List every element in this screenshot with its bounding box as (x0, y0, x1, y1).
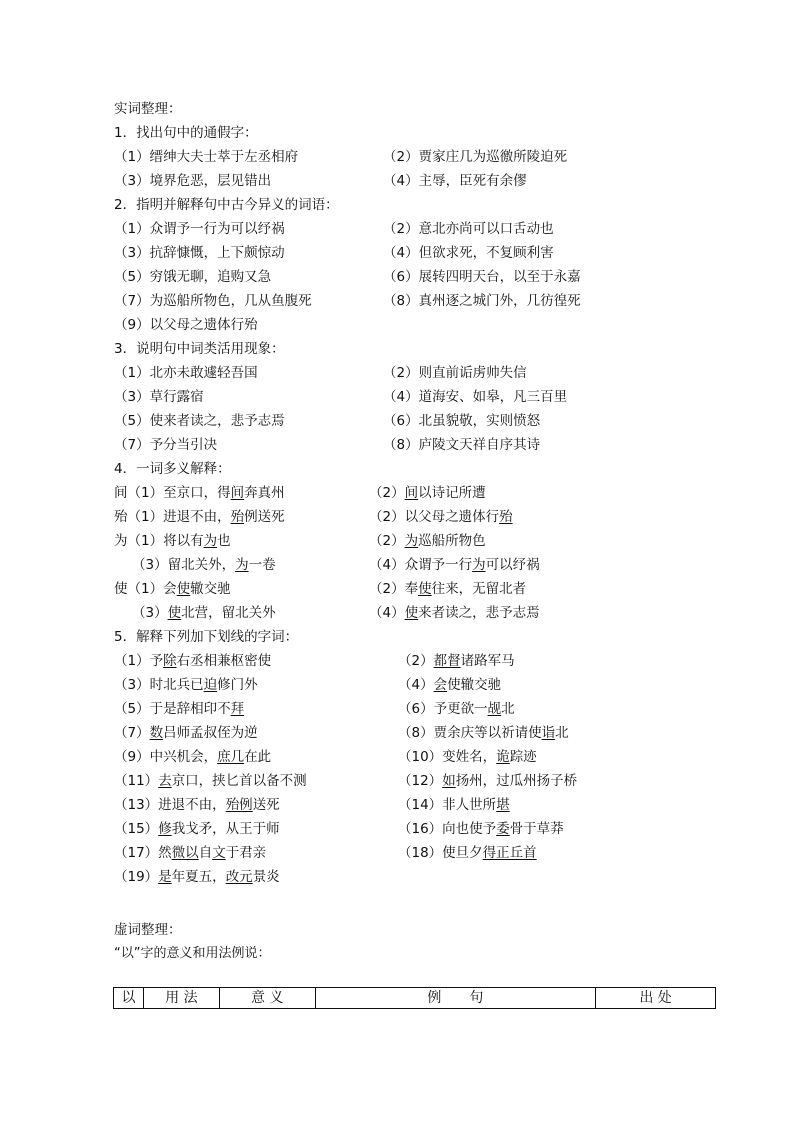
table-header-example: 例 句 (315, 988, 596, 1009)
q3-item-4: （4）道海安、如皋，凡三百里 (383, 389, 568, 405)
q2-title: 2．指明并解释句中古今异义的词语： (114, 197, 339, 213)
q4-row-shi2-right: （4）使来者读之，悲予志焉 (369, 605, 540, 621)
q1-item-3: （3）境界危恶，层见错出 (114, 173, 272, 189)
q5-item-3: （3）时北兵已迫修门外 (114, 677, 258, 693)
section-title-content-words: 实词整理： (114, 101, 182, 117)
q5-item-15: （15）修我戈矛，从王于师 (114, 821, 280, 837)
q4-row-wei-right: （2）为巡船所物色 (369, 533, 486, 549)
q3-item-3: （3）草行露宿 (114, 389, 204, 405)
yi-usage-table (113, 987, 716, 1009)
q1-item-2: （2）贾家庄几为巡徼所陵迫死 (383, 149, 568, 165)
q4-row-shi-left: 使（1）会使辙交驰 (114, 581, 231, 597)
q5-item-6: （6）予更欲一觇北 (398, 701, 515, 717)
q2-item-8: （8）真州逐之城门外，几彷徨死 (383, 293, 581, 309)
table-header-row (114, 988, 716, 1009)
q5-item-17: （17）然微以自文于君亲 (114, 845, 267, 861)
table-header-usage: 用 法 (143, 988, 219, 1009)
q5-item-12: （12）如扬州，过瓜州扬子桥 (398, 773, 578, 789)
q2-item-6: （6）展转四明天台，以至于永嘉 (383, 269, 581, 285)
q5-item-11: （11）去京口，挟匕首以备不测 (114, 773, 307, 789)
q3-item-5: （5）使来者读之，悲予志焉 (114, 413, 285, 429)
q5-item-16: （16）向也使予委骨于草莽 (398, 821, 564, 837)
q2-item-4: （4）但欲求死，不复顾利害 (383, 245, 554, 261)
section2-subtitle: “以”字的意义和用法例说： (114, 946, 271, 961)
q5-item-7: （7）数吕师孟叔侄为逆 (114, 725, 258, 741)
q5-title: 5．解释下列加下划线的字词： (114, 629, 299, 645)
q5-item-2: （2）都督诸路军马 (398, 653, 515, 669)
q5-item-10: （10）变姓名，诡踪迹 (398, 749, 537, 765)
q1-item-1: （1）缙绅大夫士萃于左丞相府 (114, 149, 299, 165)
q3-title: 3．说明句中词类活用现象： (114, 341, 285, 357)
q5-item-5: （5）于是辞相印不拜 (114, 701, 245, 717)
q3-item-6: （6）北虽貌敬，实则愤怒 (383, 413, 541, 429)
q2-item-2: （2）意北亦尚可以口舌动也 (383, 221, 554, 237)
q4-row-dai-right: （2）以父母之遗体行殆 (369, 509, 513, 525)
q4-row-shi-right: （2）奉使往来，无留北者 (369, 581, 527, 597)
q4-row-jian-right: （2）间以诗记所遭 (369, 485, 486, 501)
q4-row-dai-left: 殆（1）进退不由，殆例送死 (114, 509, 285, 525)
q4-row-shi2-left: （3）使北营，留北关外 (132, 605, 276, 621)
q4-row-wei2-left: （3）留北关外，为一卷 (132, 557, 276, 573)
q2-item-9: （9）以父母之遗体行殆 (114, 317, 258, 333)
q1-title: 1．找出句中的通假字： (114, 125, 258, 141)
q2-item-3: （3）抗辞慷慨，上下颇惊动 (114, 245, 285, 261)
q2-item-7: （7）为巡船所物色，几从鱼腹死 (114, 293, 312, 309)
q3-item-8: （8）庐陵文天祥自序其诗 (383, 437, 541, 453)
q4-row-wei2-right: （4）众谓予一行为可以纾祸 (369, 557, 540, 573)
section-title-function-words: 虚词整理： (114, 922, 182, 938)
q5-item-4: （4）会使辙交驰 (398, 677, 502, 693)
q4-row-wei-left: 为（1）将以有为也 (114, 533, 231, 549)
q3-item-1: （1）北亦未敢遽轻吾国 (114, 365, 258, 381)
q5-item-8: （8）贾余庆等以祈请使诣北 (398, 725, 569, 741)
table-header-meaning: 意 义 (219, 988, 315, 1009)
q5-item-19: （19）是年夏五，改元景炎 (114, 869, 280, 885)
q3-item-7: （7）予分当引决 (114, 437, 218, 453)
table-header-source: 出 处 (596, 988, 716, 1009)
q5-item-14: （14）非人世所堪 (398, 797, 510, 813)
q4-title: 4．一词多义解释： (114, 461, 231, 477)
q4-row-jian-left: 间（1）至京口，得间奔真州 (114, 485, 285, 501)
q2-item-5: （5）穷饿无聊，追购又急 (114, 269, 272, 285)
q3-item-2: （2）则直前诟虏帅失信 (383, 365, 527, 381)
q5-item-13: （13）进退不由，殆例送死 (114, 797, 280, 813)
q2-item-1: （1）众谓予一行为可以纾祸 (114, 221, 285, 237)
table-cell-yi: 以 (114, 988, 144, 1009)
q5-item-9: （9）中兴机会，庶几在此 (114, 749, 272, 765)
q1-item-4: （4）主辱，臣死有余僇 (383, 173, 527, 189)
q5-item-1: （1）予除右丞相兼枢密使 (114, 653, 272, 669)
q5-item-18: （18）使旦夕得正丘首 (398, 845, 537, 861)
